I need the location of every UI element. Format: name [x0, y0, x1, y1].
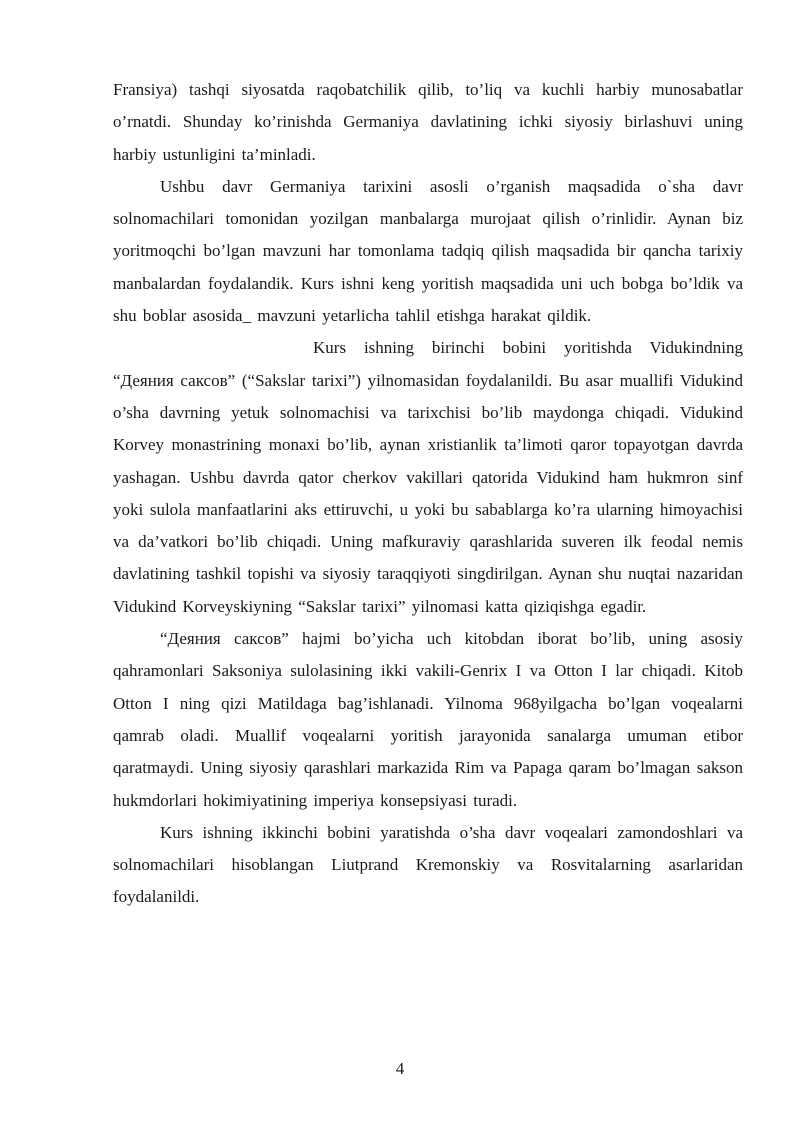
- paragraph: “Деяния саксов” hajmi bo’yicha uch kitobdan iborat bo’lib, uning asosiy qahramonlari Saksoniya sulolasining ikki vakili-Genrix I va Otton I lar chiqadi. Kitob Otton I ning qizi Matildaga bag’ishlanadi. Yilnoma 968yilgacha bo’lgan voqealarni qamrab oladi. Muallif voqealarni yoritish jarayonida sanalarga umuman etibor qaratmaydi. Uning siyosiy qarashlari markazida Rim va Papaga qaram bo’lmagan sakson hukmdorlari hokimiyatining imperiya konsepsiyasi turadi.: [113, 629, 743, 810]
- paragraph: Fransiya) tashqi siyosatda raqobatchilik qilib, to’liq va kuchli harbiy munosabatlar o’rnatdi. Shunday ko’rinishda Germaniya davlatining ichki siyosiy birlashuvi uning harbiy ustunligini ta’minladi.: [113, 80, 743, 164]
- paragraph: Kurs ishning birinchi bobini yoritishda Vidukindning “Деяния саксов” (“Sakslar tarixi”) yilnomasidan foydalanildi. Bu asar muallifi Vidukind o’sha davrning yetuk solnomachisi va tarixchisi bo’lib maydonga chiqadi. Vidukind Korvey monastrining monaxi bo’lib, aynan xristianlik ta’limoti qaror topayotgan davrda yashagan. Ushbu davrda qator cherkov vakillari qatorida Vidukind ham hukmron sinf yoki sulola manfaatlarini aks ettiruvchi, u yoki bu sabablarga ko’ra ularning himoyachisi va da’vatkori bo’lib chiqadi. Uning mafkuraviy qarashlarida suveren ilk feodal nemis davlatining tashkil topishi va siyosiy taraqqiyoti singdirilgan. Aynan shu nuqtai nazaridan Vidukind Korveyskiyning “Sakslar tarixi” yilnomasi katta qiziqishga egadir.: [113, 338, 743, 616]
- paragraph: Kurs ishning ikkinchi bobini yaratishda o’sha davr voqealari zamondoshlari va solnomachilari hisoblangan Liutprand Kremonskiy va Rosvitalarning asarlaridan foydalanildi.: [113, 822, 743, 907]
- body-text: [113, 74, 743, 914]
- paragraph: Ushbu davr Germaniya tarixini asosli o’rganish maqsadida o`sha davr solnomachilari tomonidan yozilgan manbalarga murojaat qilish o’rinlidir. Aynan biz yoritmoqchi bo’lgan mavzuni har tomonlama tadqiq qilish maqsadida bir qancha tarixiy manbalardan foydalandik. Kurs ishni keng yoritish maqsadida uni uch bobga bo’ldik va shu boblar asosida_ mavzuni yetarlicha tahlil etishga harakat qildik.: [113, 176, 743, 326]
- page-number: 4: [395, 1059, 405, 1078]
